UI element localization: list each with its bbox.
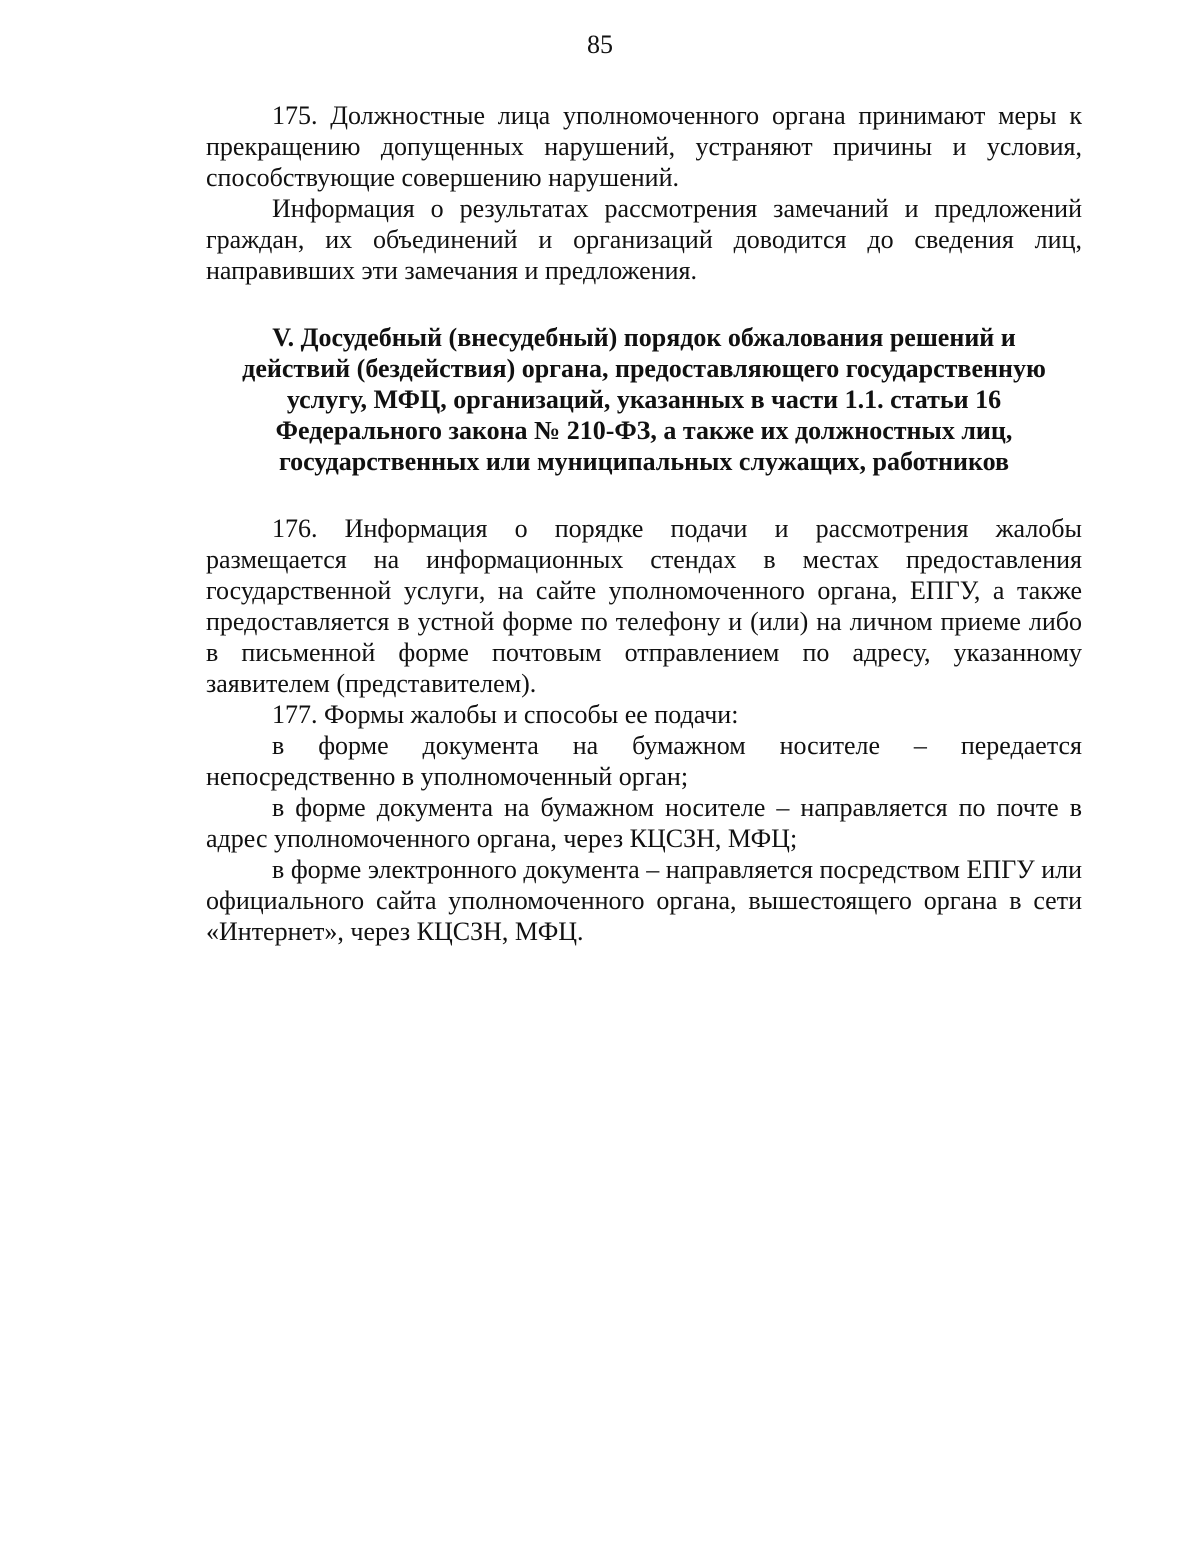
paragraph-paper-mail: в форме документа на бумажном носителе – направляется по почте в адрес уполномоченного органа, через КЦСЗН, МФЦ; xyxy=(206,793,1082,853)
paragraph-electronic: в форме электронного документа – направляется посредством ЕПГУ или официального сайта уполномоченного органа, вышестоящего органа в сети «Интернет», через КЦСЗН, МФЦ. xyxy=(206,855,1082,946)
paragraph-177: 177. Формы жалобы и способы ее подачи: xyxy=(272,700,739,729)
page-number: 85 xyxy=(587,30,613,59)
paragraph-paper-direct: в форме документа на бумажном носителе – передается непосредственно в уполномоченный орган; xyxy=(206,731,1082,791)
paragraph-175: 175. Должностные лица уполномоченного органа принимают меры к прекращению допущенных нарушений, устраняют причины и условия, способствующие совершению нарушений. xyxy=(206,101,1082,192)
section-body xyxy=(206,513,1082,947)
document-body xyxy=(206,100,1082,947)
section-heading: V. Досудебный (внесудебный) порядок обжалования решений и действий (бездействия) органа, предоставляющего государственную услугу, МФЦ, организаций, указанных в части 1.1. статьи 16 Федерального закона № 210-ФЗ, а также их должностных лиц, государственных или муниципальных служащих, работников xyxy=(242,323,1046,476)
paragraph-info-results: Информация о результатах рассмотрения замечаний и предложений граждан, их объединений и организаций доводится до сведения лиц, направивших эти замечания и предложения. xyxy=(206,194,1082,285)
paragraph-176: 176. Информация о порядке подачи и рассмотрения жалобы размещается на информационных стендах в местах предоставления государственной услуги, на сайте уполномоченного органа, ЕПГУ, а также предоставляется в устной форме по телефону и (или) на личном приеме либо в письменной форме почтовым отправлением по адресу, указанному заявителем (представителем). xyxy=(206,514,1082,698)
